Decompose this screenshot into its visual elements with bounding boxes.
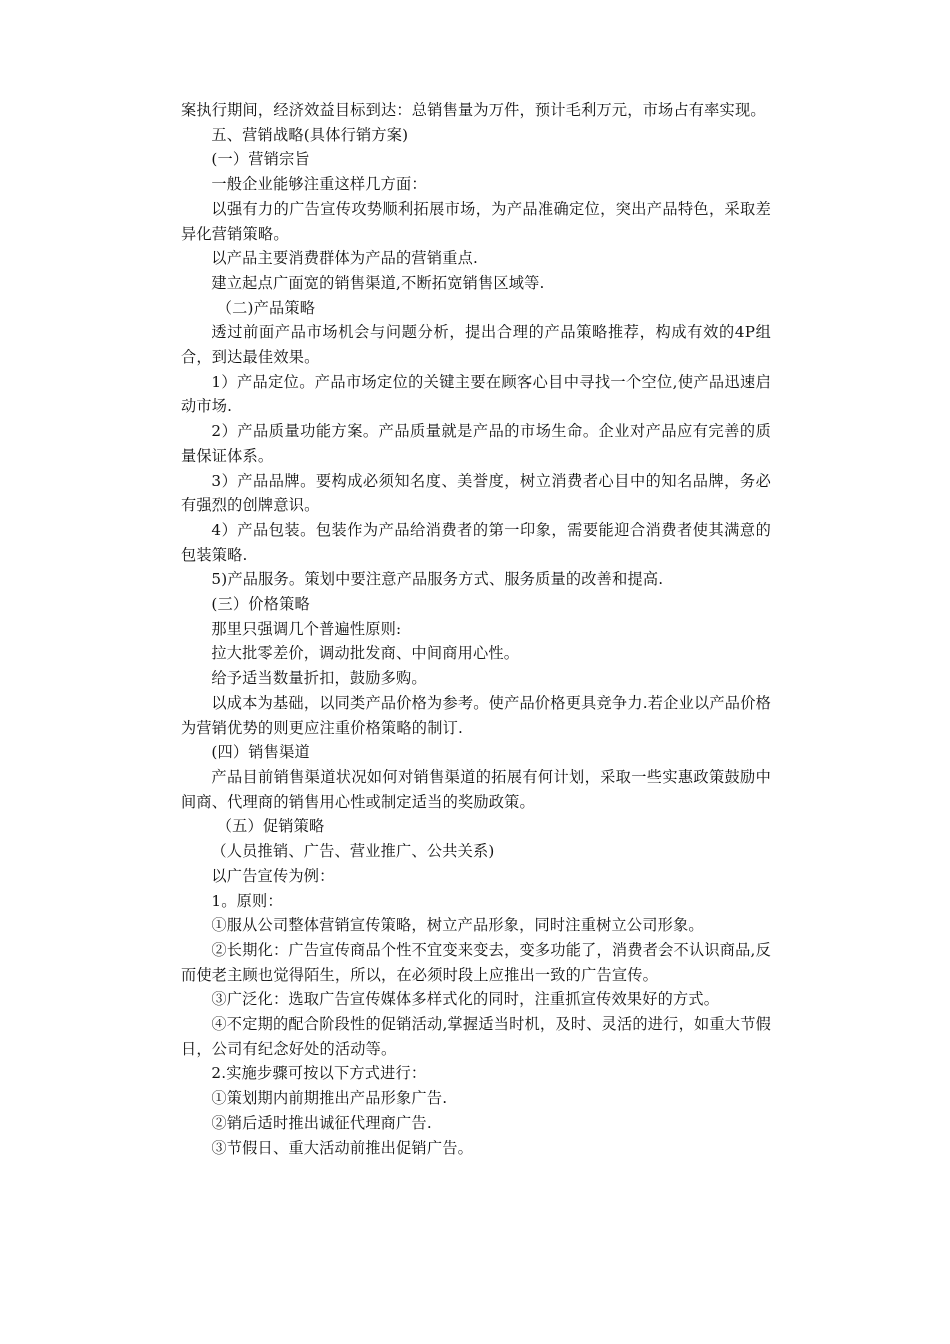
paragraph: 2.实施步骤可按以下方式进行： [211,1064,427,1083]
paragraph: 给予适当数量折扣，鼓励多购。 [211,669,427,688]
paragraph: 3）产品品牌。要构成必须知名度、美誉度，树立消费者心目中的知名品牌，务必有强烈的创牌意识。 [181,471,771,515]
paragraph: (四）销售渠道 [211,743,310,762]
paragraph: 一般企业能够注重这样几方面： [211,175,427,194]
paragraph: 产品目前销售渠道状况如何对销售渠道的拓展有何计划，采取一些实惠政策鼓励中间商、代理商的销售用心性或制定适当的奖励政策。 [181,767,771,811]
paragraph: 透过前面产品市场机会与问题分析，提出合理的产品策略推荐，构成有效的4P组合，到达最佳效果。 [181,323,771,367]
paragraph: （五）促销策略 [216,817,325,836]
paragraph: (一）营销宗旨 [211,150,310,169]
paragraph: （人员推销、广告、营业推广、公共关系) [211,842,495,861]
paragraph: ①策划期内前期推出产品形象广告. [211,1089,448,1108]
paragraph: ②销后适时推出诚征代理商广告. [211,1113,432,1132]
paragraph: 以强有力的广告宣传攻势顺利拓展市场，为产品准确定位，突出产品特色，采取差异化营销策略。 [181,199,771,243]
paragraph: 拉大批零差价，调动批发商、中间商用心性。 [211,644,520,663]
paragraph: 以成本为基础，以同类产品价格为参考。使产品价格更具竞争力.若企业以产品价格为营销优势的则更应注重价格策略的制订. [181,693,771,737]
paragraph: ①服从公司整体营销宣传策略，树立产品形象，同时注重树立公司形象。 [211,916,704,935]
paragraph: ④不定期的配合阶段性的促销活动,掌握适当时机，及时、灵活的进行，如重大节假日，公司有纪念好处的活动等。 [181,1015,771,1058]
paragraph: 4）产品包装。包装作为产品给消费者的第一印象，需要能迎合消费者使其满意的包装策略. [181,520,771,564]
paragraph: 那里只强调几个普遍性原则: [211,619,402,638]
paragraph: ③广泛化：选取广告宣传媒体多样式化的同时，注重抓宣传效果好的方式。 [211,990,720,1009]
paragraph: 五、营销战略(具体行销方案) [211,125,409,144]
paragraph: 1。原则： [211,891,283,910]
paragraph: 案执行期间，经济效益目标到达：总销售量为万件，预计毛利万元，市场占有率实现。 [181,101,766,119]
paragraph: 以广告宣传为例： [211,866,335,885]
document-body [181,98,771,1160]
paragraph: 2）产品质量功能方案。产品质量就是产品的市场生命。企业对产品应有完善的质量保证体系。 [181,422,771,465]
paragraph: 建立起点广面宽的销售渠道,不断拓宽销售区域等. [211,273,545,292]
paragraph: 1）产品定位。产品市场定位的关键主要在顾客心目中寻找一个空位,使产品迅速启动市场. [181,372,771,416]
paragraph: （二)产品策略 [216,298,316,317]
paragraph: 5)产品服务。策划中要注意产品服务方式、服务质量的改善和提高. [211,570,664,589]
paragraph: ②长期化：广告宣传商品个性不宜变来变去，变多功能了，消费者会不认识商品,反而使老主顾也觉得陌生，所以，在必须时段上应推出一致的广告宣传。 [181,940,771,984]
paragraph: (三）价格策略 [211,595,310,614]
paragraph: 以产品主要消费群体为产品的营销重点. [211,249,479,268]
paragraph: ③节假日、重大活动前推出促销广告。 [211,1138,473,1157]
